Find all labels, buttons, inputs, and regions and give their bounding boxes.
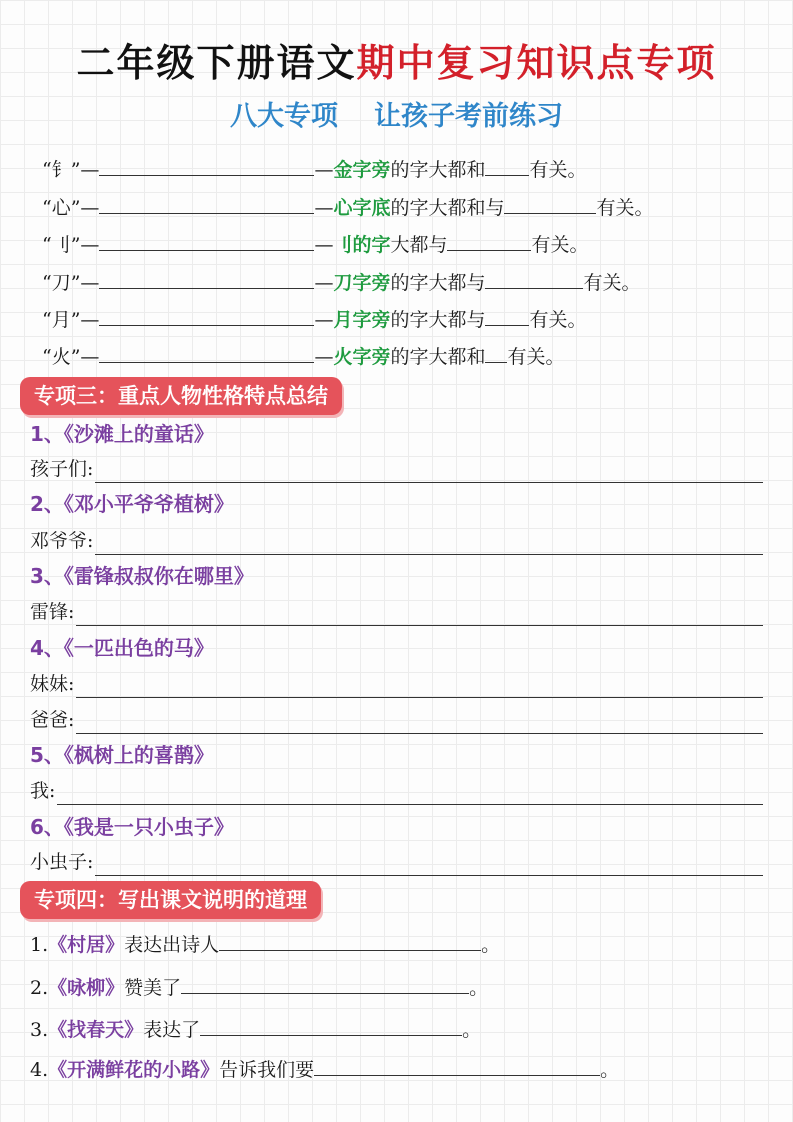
radical-dash: —	[314, 197, 334, 219]
section4-banner: 专项四：写出课文说明的道理	[20, 881, 321, 919]
reasoning-item	[30, 1055, 619, 1084]
reasoning-item	[30, 973, 488, 1002]
answer-blank[interactable]	[219, 930, 481, 951]
lesson-heading: 6、《我是一只小虫子》	[30, 815, 234, 839]
lesson-title: 《找春天》	[48, 1019, 144, 1041]
answer-blank[interactable]	[99, 155, 314, 176]
character-answer-row	[30, 848, 763, 876]
radical-label: “钅”—	[42, 159, 100, 181]
item-end: 。	[600, 1059, 620, 1081]
radical-dash: —	[314, 346, 334, 368]
item-number: 3.	[30, 1019, 49, 1041]
item-number: 1.	[30, 934, 49, 956]
radical-end: 有关。	[529, 309, 587, 331]
radical-row	[42, 230, 588, 259]
radical-label: “月”—	[42, 309, 100, 331]
lesson-heading: 3、《雷锋叔叔你在哪里》	[30, 564, 254, 588]
answer-blank[interactable]	[485, 155, 529, 176]
answer-line[interactable]	[95, 853, 763, 876]
item-prompt: 表达了	[143, 1019, 201, 1041]
answer-blank[interactable]	[99, 230, 314, 251]
radical-mid: 的字大都与	[390, 309, 486, 331]
answer-line[interactable]	[76, 675, 763, 698]
title-red-part: 期中复习知识点专项	[356, 41, 717, 85]
answer-line[interactable]	[95, 532, 763, 555]
radical-row	[42, 342, 564, 371]
character-label: 妹妹:	[30, 673, 75, 695]
item-prompt: 赞美了	[124, 977, 182, 999]
character-label: 孩子们:	[30, 458, 94, 480]
radical-dash: —	[314, 272, 334, 294]
radical-label: “火”—	[42, 346, 100, 368]
character-label: 雷锋:	[30, 601, 75, 623]
radical-mid: 的字大都与	[390, 272, 486, 294]
radical-name: 刀字旁	[333, 272, 391, 294]
lesson-title: 《咏柳》	[48, 977, 125, 999]
answer-blank[interactable]	[485, 268, 583, 289]
radical-dash: —	[314, 234, 334, 256]
character-label: 我:	[30, 780, 56, 802]
character-label: 邓爷爷:	[30, 530, 94, 552]
item-end: 。	[481, 934, 501, 956]
radical-name: 火字旁	[333, 346, 391, 368]
item-prompt: 告诉我们要	[219, 1059, 315, 1081]
answer-line[interactable]	[76, 711, 763, 734]
radical-label: “刂”—	[42, 234, 100, 256]
answer-line[interactable]	[95, 460, 763, 483]
section3-banner: 专项三：重点人物性格特点总结	[20, 377, 342, 415]
radical-mid: 的字大都和	[390, 346, 486, 368]
radical-mid: 的字大都和	[390, 159, 486, 181]
reasoning-item	[30, 1015, 481, 1044]
radical-mid: 大都与	[390, 234, 448, 256]
lesson-title: 《开满鲜花的小路》	[48, 1059, 220, 1081]
title-black-part: 二年级下册语文	[76, 41, 357, 85]
character-label: 小虫子:	[30, 851, 94, 873]
answer-blank[interactable]	[99, 342, 314, 363]
lesson-heading: 2、《邓小平爷爷植树》	[30, 492, 234, 516]
answer-blank[interactable]	[99, 193, 314, 214]
answer-blank[interactable]	[99, 305, 314, 326]
radical-end: 有关。	[531, 234, 589, 256]
answer-blank[interactable]	[181, 973, 469, 994]
subtitle-right: 让孩子考前练习	[374, 101, 563, 132]
lesson-heading: 1、《沙滩上的童话》	[30, 422, 214, 446]
radical-name: 刂的字	[333, 234, 391, 256]
item-prompt: 表达出诗人	[124, 934, 220, 956]
character-answer-row	[30, 455, 763, 483]
answer-line[interactable]	[76, 603, 763, 626]
item-number: 2.	[30, 977, 49, 999]
radical-row	[42, 193, 653, 222]
lesson-heading: 4、《一匹出色的马》	[30, 636, 214, 660]
page-title	[0, 38, 793, 88]
radical-name: 心字底	[333, 197, 391, 219]
radical-end: 有关。	[529, 159, 587, 181]
radical-end: 有关。	[507, 346, 565, 368]
reasoning-item	[30, 930, 500, 959]
radical-end: 有关。	[583, 272, 641, 294]
subtitle-left: 八大专项	[230, 101, 338, 132]
item-end: 。	[469, 977, 489, 999]
item-number: 4.	[30, 1059, 49, 1081]
character-label: 爸爸:	[30, 709, 75, 731]
answer-blank[interactable]	[314, 1055, 600, 1076]
radical-mid: 的字大都和与	[390, 197, 505, 219]
answer-blank[interactable]	[99, 268, 314, 289]
radical-row	[42, 268, 640, 297]
lesson-heading: 5、《枫树上的喜鹊》	[30, 743, 214, 767]
character-answer-row	[30, 598, 763, 626]
radical-label: “心”—	[42, 197, 100, 219]
radical-name: 月字旁	[333, 309, 391, 331]
character-answer-row	[30, 670, 763, 698]
radical-end: 有关。	[596, 197, 654, 219]
character-answer-row	[30, 527, 763, 555]
answer-blank[interactable]	[447, 230, 531, 251]
answer-blank[interactable]	[504, 193, 596, 214]
item-end: 。	[462, 1019, 482, 1041]
radical-row	[42, 305, 586, 334]
answer-line[interactable]	[57, 782, 763, 805]
page-subtitle	[0, 97, 793, 137]
answer-blank[interactable]	[200, 1015, 462, 1036]
radical-dash: —	[314, 309, 334, 331]
character-answer-row	[30, 777, 763, 805]
radical-name: 金字旁	[333, 159, 391, 181]
radical-dash: —	[314, 159, 334, 181]
answer-blank[interactable]	[485, 305, 529, 326]
radical-row	[42, 155, 586, 184]
character-answer-row	[30, 706, 763, 734]
lesson-title: 《村居》	[48, 934, 125, 956]
radical-label: “刀”—	[42, 272, 100, 294]
answer-blank[interactable]	[485, 342, 507, 363]
